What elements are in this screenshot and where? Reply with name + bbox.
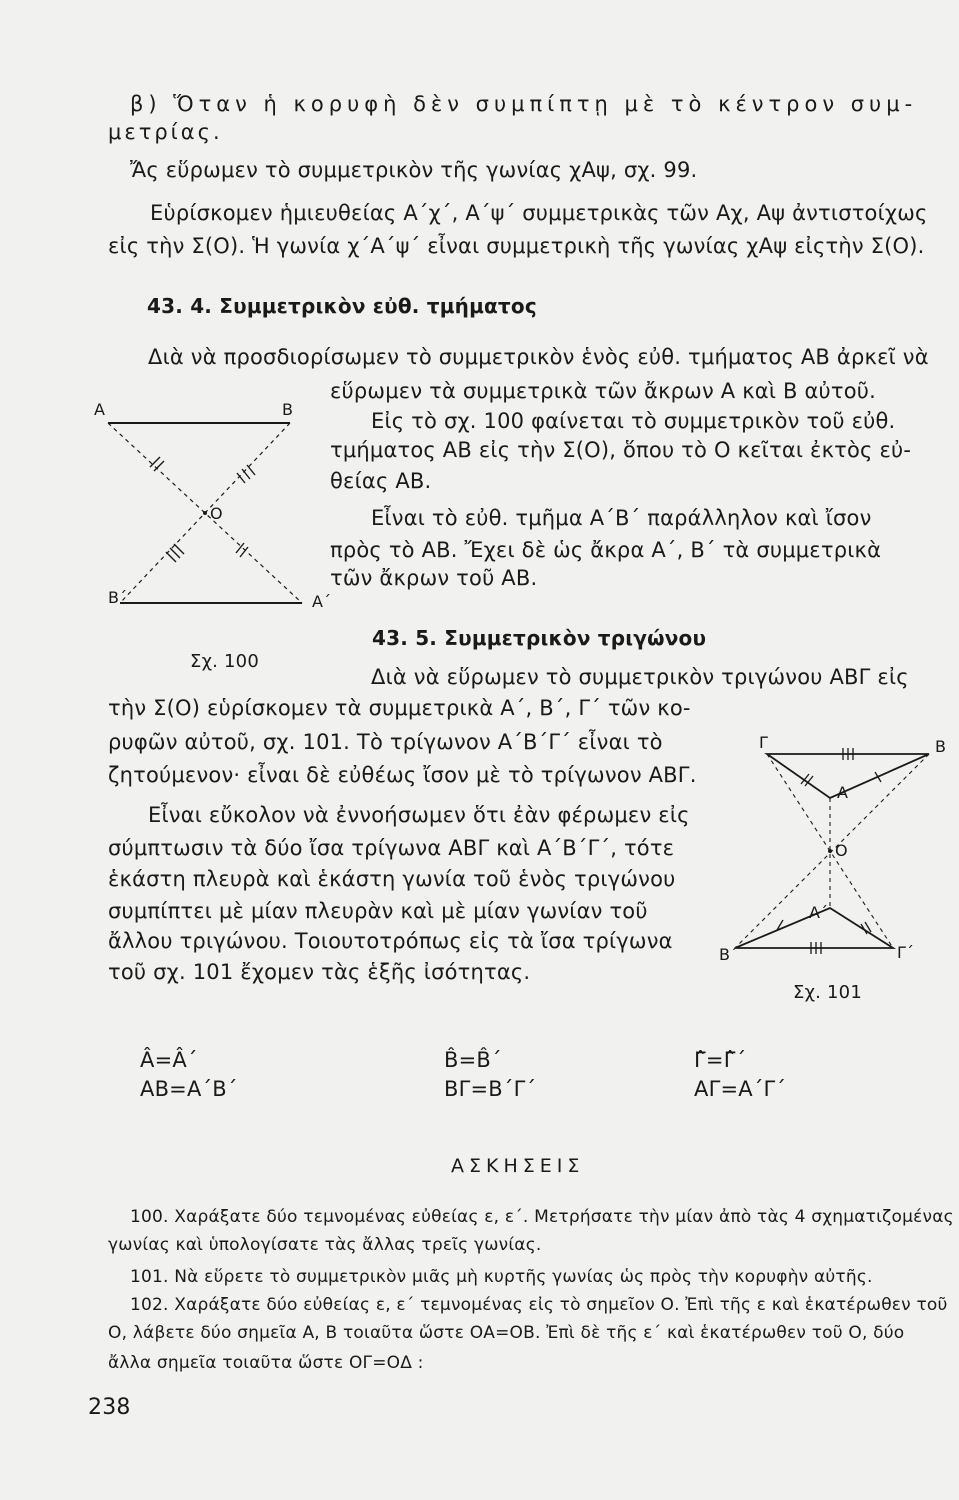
para-beta-line4: Εὑρίσκομεν ἡμιευθείας Α΄χ΄, Α΄ψ΄ συμμετρικὰς τῶν Αχ, Αψ ἀντιστοίχως bbox=[150, 201, 928, 225]
triangle-ABG bbox=[767, 754, 929, 798]
fig101-label-O: O bbox=[835, 841, 848, 860]
s434-line6: Εἶναι τὸ εὐθ. τμῆμα Α΄Β΄ παράλληλον καὶ ἴσον bbox=[371, 506, 872, 530]
fig100-label-A1: A΄ bbox=[312, 592, 331, 611]
fig101-label-G: Γ bbox=[759, 733, 768, 752]
s435-line3: ρυφῶν αὐτοῦ, σχ. 101. Τὸ τρίγωνον Α΄Β΄Γ΄ εἶναι τὸ bbox=[108, 730, 663, 754]
para-beta-line3: Ἄς εὕρωμεν τὸ συμμετρικὸν τῆς γωνίας χΑψ, σχ. 99. bbox=[130, 158, 698, 182]
fig101-label-G1: Γ΄ bbox=[897, 943, 914, 962]
fig100-label-O: O bbox=[210, 504, 223, 523]
page-number: 238 bbox=[88, 1395, 131, 1420]
exercise-100-line2: γωνίας καὶ ὑπολογίσατε τὰς ἄλλας τρεῖς γωνίας. bbox=[108, 1235, 542, 1255]
s435-line4: ζητούμενον· εἶναι δὲ εὐθέως ἴσον μὲ τὸ τρίγωνον ΑΒΓ. bbox=[108, 763, 697, 787]
tick-marks bbox=[150, 457, 255, 562]
para-beta-line1: β) Ὅταν ἡ κορυφὴ δὲν συμπίπτῃ μὲ τὸ κέντρον συμ- bbox=[130, 92, 918, 116]
s434-line5: θείας ΑΒ. bbox=[330, 469, 432, 493]
fig100-label-B: B bbox=[282, 400, 293, 419]
fig100-label-A: A bbox=[94, 400, 105, 419]
s435-line6: σύμπτωσιν τὰ δύο ἴσα τρίγωνα ΑΒΓ καὶ Α΄Β΄Γ΄, τότε bbox=[108, 836, 675, 860]
fig100-label-B1: B΄ bbox=[108, 588, 127, 607]
s435-line8: συμπίπτει μὲ μίαν πλευρὰν καὶ μὲ μίαν γωνίαν τοῦ bbox=[108, 899, 648, 923]
fig101-label-B: B bbox=[935, 737, 946, 756]
exercise-101: 101. Νὰ εὕρετε τὸ συμμετρικὸν μιᾶς μὴ κυρτῆς γωνίας ὡς πρὸς τὴν κορυφὴν αὐτῆς. bbox=[130, 1267, 873, 1287]
fig100-caption: Σχ. 100 bbox=[190, 651, 259, 672]
section-43-5-heading: 43. 5. Συμμετρικὸν τριγώνου bbox=[372, 626, 707, 650]
s434-line7: πρὸς τὸ ΑΒ. Ἔχει δὲ ὡς ἄκρα Α΄, Β΄ τὰ συμμετρικὰ bbox=[330, 538, 882, 562]
s435-line1: Διὰ νὰ εὕρωμεν τὸ συμμετρικὸν τριγώνου ΑΒΓ εἰς bbox=[371, 665, 909, 689]
para-beta-line2: μετρίας. bbox=[108, 120, 223, 144]
eq2-side: BΓ=B΄Γ΄ bbox=[444, 1077, 537, 1101]
eq3-angle: Γ̂=Γ̂΄ bbox=[694, 1048, 747, 1072]
section-43-4-heading: 43. 4. Συμμετρικὸν εὐθ. τμήματος bbox=[147, 294, 537, 318]
figure-100 bbox=[90, 395, 330, 625]
fig101-label-A: A bbox=[837, 783, 848, 802]
eq1-angle: Â=Â΄ bbox=[140, 1048, 198, 1072]
s434-line2: εὕρωμεν τὰ συμμετρικὰ τῶν ἄκρων Α καὶ Β αὐτοῦ. bbox=[330, 379, 877, 403]
fig101-label-B1: B΄ bbox=[719, 945, 738, 964]
s435-line9: ἄλλου τριγώνου. Τοιουτοτρόπως εἰς τὰ ἴσα τρίγωνα bbox=[108, 929, 673, 953]
eq1-side: AB=A΄B΄ bbox=[140, 1077, 238, 1101]
s434-line1: Διὰ νὰ προσδιορίσωμεν τὸ συμμετρικὸν ἑνὸς εὐθ. τμήματος ΑΒ ἀρκεῖ νὰ bbox=[148, 345, 929, 369]
point-O bbox=[828, 849, 832, 853]
exercises-heading: ΑΣΚΗΣΕΙΣ bbox=[451, 1155, 585, 1177]
s434-line3: Εἰς τὸ σχ. 100 φαίνεται τὸ συμμετρικὸν τοῦ εὐθ. bbox=[371, 409, 896, 433]
eq2-angle: B̂=B̂΄ bbox=[444, 1048, 502, 1072]
s434-line8: τῶν ἄκρων τοῦ ΑΒ. bbox=[330, 566, 538, 590]
exercise-102-line3: ἄλλα σημεῖα τοιαῦτα ὥστε ΟΓ=ΟΔ : bbox=[108, 1353, 424, 1373]
fig101-label-A1: A΄ bbox=[809, 903, 828, 922]
para-beta-line5: εἰς τὴν Σ(Ο). Ἡ γωνία χ΄Α΄ψ΄ εἶναι συμμετρικὴ τῆς γωνίας χΑψ εἰςτὴν Σ(Ο). bbox=[108, 234, 925, 258]
figure-101 bbox=[715, 730, 945, 970]
s435-line5: Εἶναι εὔκολον νὰ ἐννοήσωμεν ὅτι ἐὰν φέρωμεν εἰς bbox=[148, 803, 690, 827]
s435-line2: τὴν Σ(Ο) εὑρίσκομεν τὰ συμμετρικὰ Α΄, Β΄, Γ΄ τῶν κο- bbox=[108, 696, 691, 720]
s434-line4: τμήματος ΑΒ εἰς τὴν Σ(Ο), ὅπου τὸ Ο κεῖται ἐκτὸς εὐ- bbox=[330, 438, 912, 462]
exercise-102-line2: Ο, λάβετε δύο σημεῖα Α, Β τοιαῦτα ὥστε ΟΑ=ΟΒ. Ἐπὶ δὲ τῆς ε΄ καὶ ἑκατέρωθεν τοῦ Ο, δύο bbox=[108, 1323, 905, 1343]
s435-line7: ἑκάστη πλευρὰ καὶ ἑκάστη γωνία τοῦ ἑνὸς τριγώνου bbox=[108, 867, 676, 891]
s435-line10: τοῦ σχ. 101 ἔχομεν τὰς ἑξῆς ἰσότητας. bbox=[108, 960, 531, 984]
eq3-side: AΓ=A΄Γ΄ bbox=[694, 1077, 787, 1101]
fig101-caption: Σχ. 101 bbox=[793, 982, 862, 1003]
point-O bbox=[203, 511, 207, 515]
exercise-100-line1: 100. Χαράξατε δύο τεμνομένας εὐθείας ε, ε΄. Μετρήσατε τὴν μίαν ἀπὸ τὰς 4 σχηματιζομένας bbox=[130, 1207, 954, 1227]
exercise-102-line1: 102. Χαράξατε δύο εὐθείας ε, ε΄ τεμνομένας εἰς τὸ σημεῖον Ο. Ἐπὶ τῆς ε καὶ ἑκατέρωθεν τοῦ bbox=[130, 1295, 948, 1315]
